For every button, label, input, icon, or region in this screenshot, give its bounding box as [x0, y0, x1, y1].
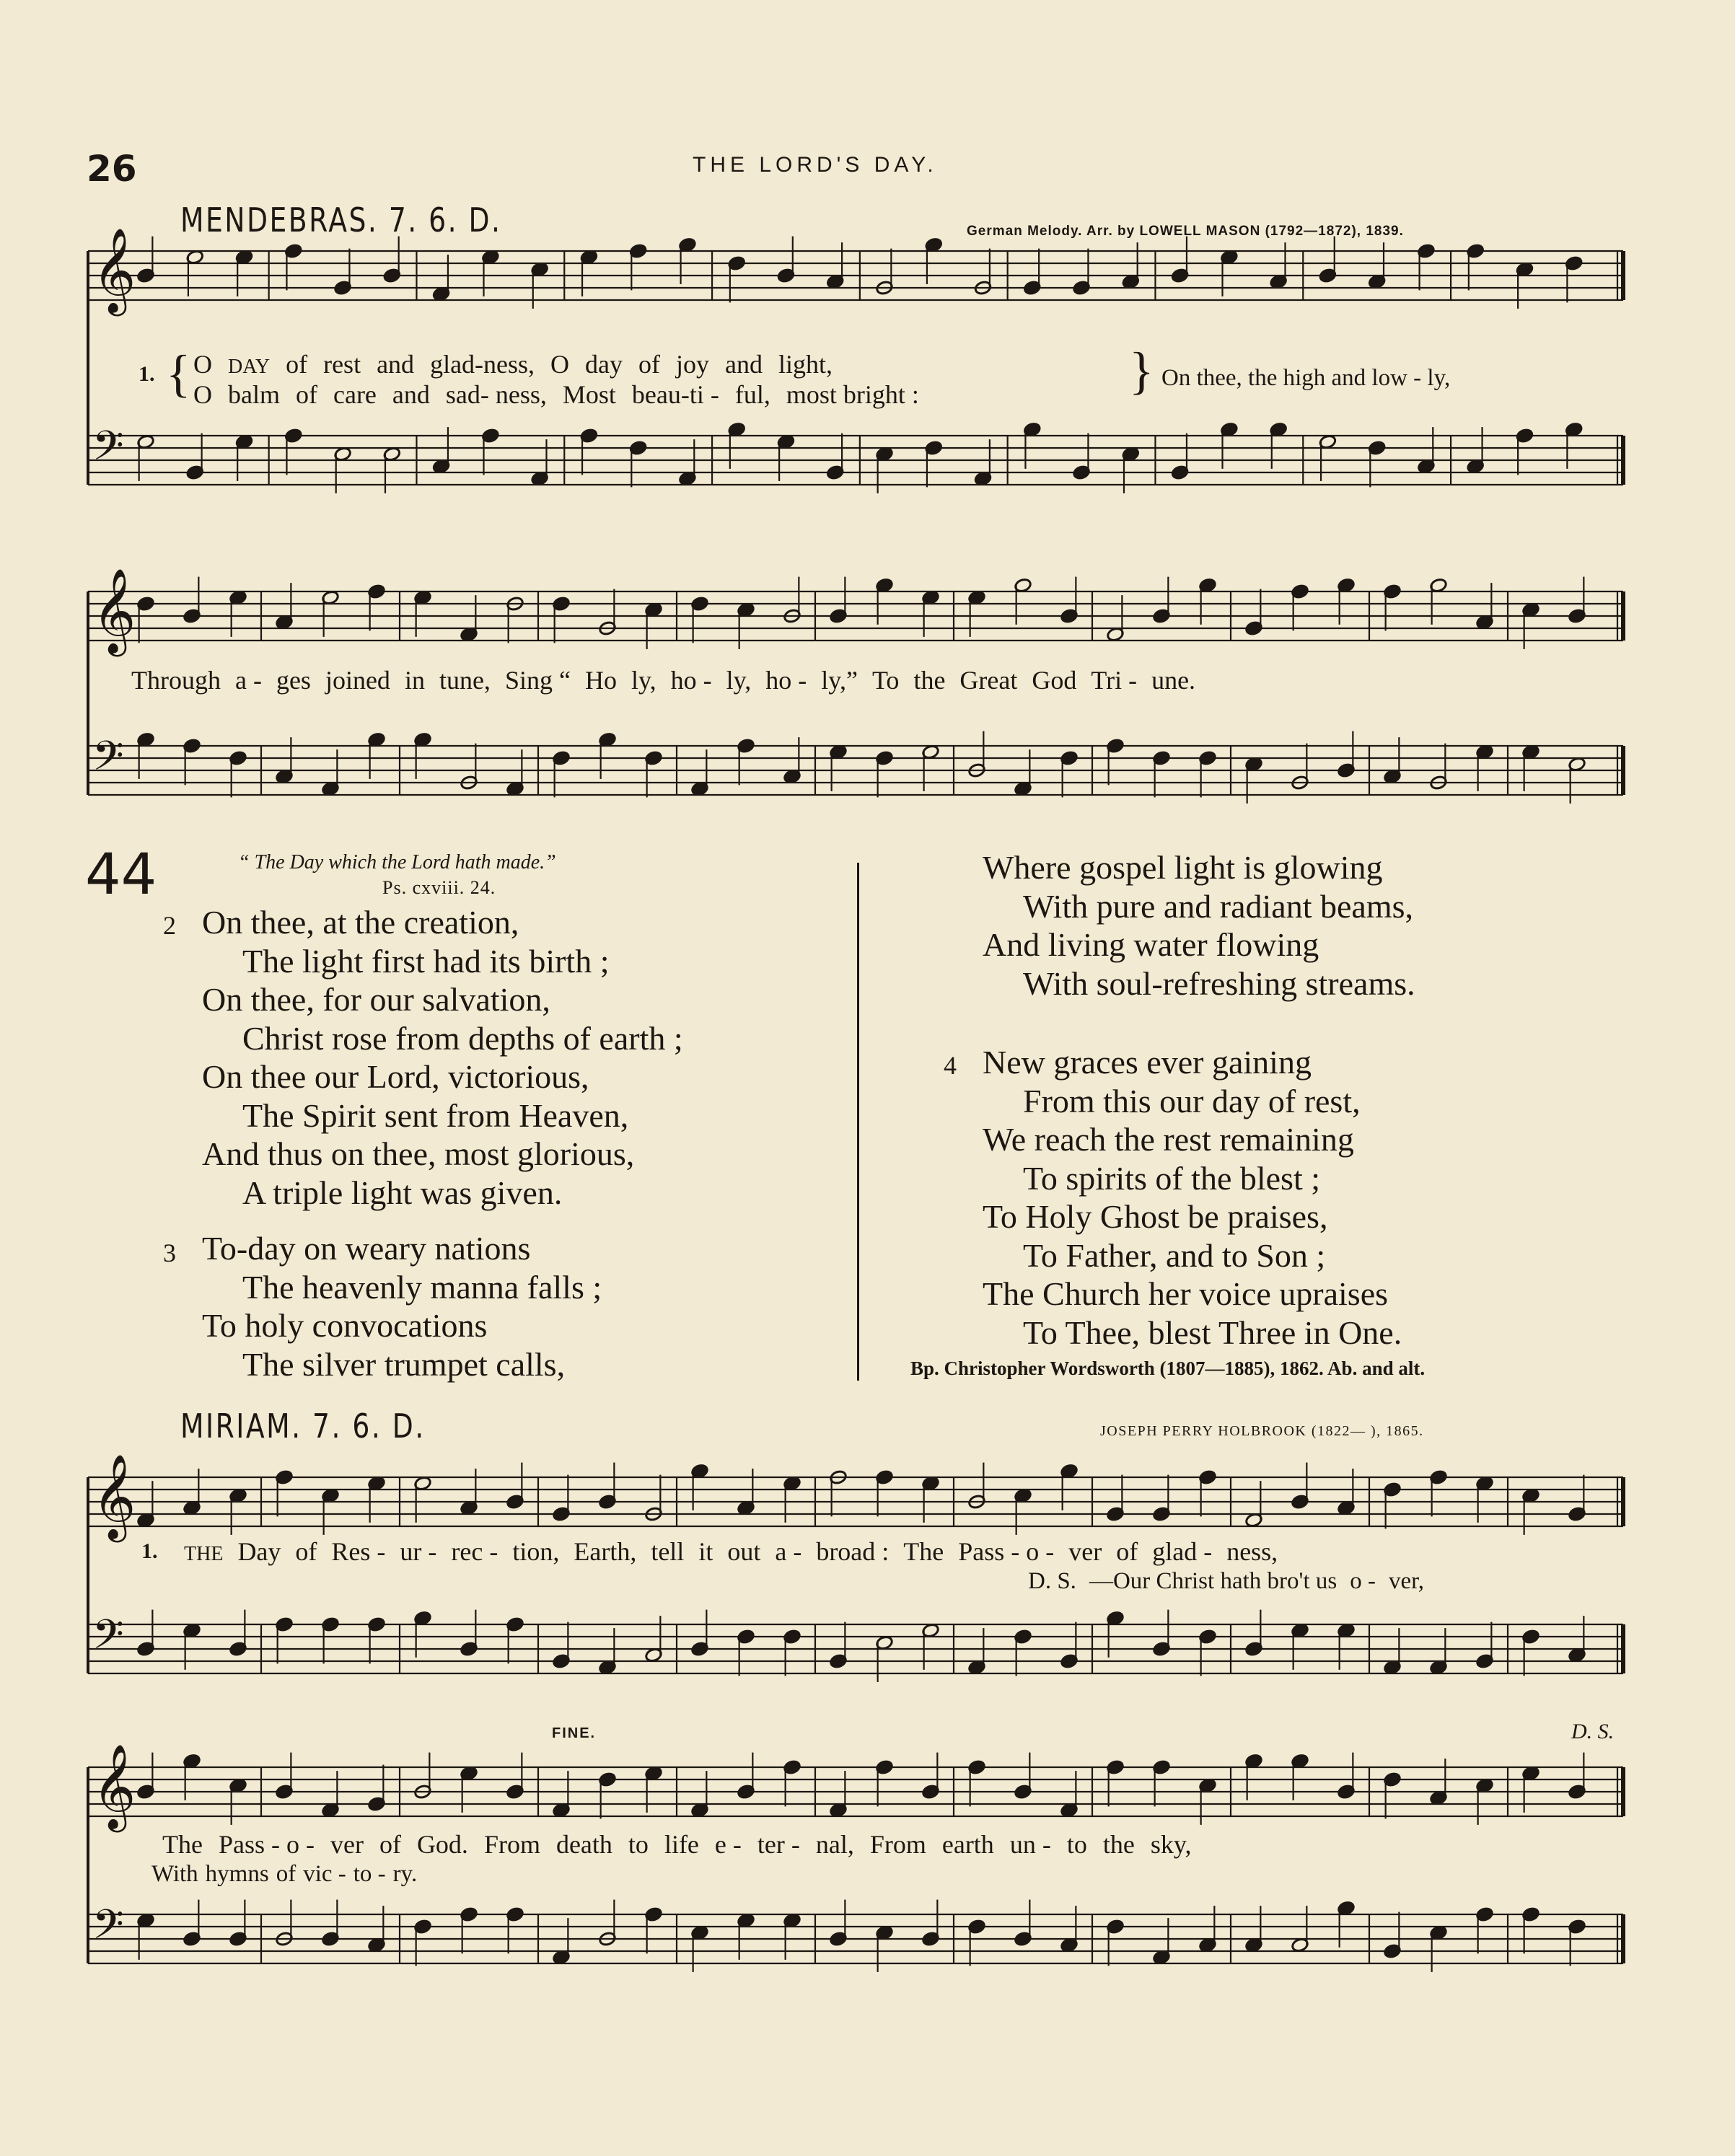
- lyric-syllable: ver,: [1388, 1568, 1425, 1594]
- bass-clef: 𝄢: [92, 1611, 124, 1669]
- lyric-syllable: glad -: [1152, 1537, 1213, 1566]
- lyric-syllable: the: [1102, 1830, 1135, 1859]
- bass-clef: 𝄢: [92, 1901, 124, 1959]
- verse-3-part-1: [202, 1229, 602, 1383]
- lyric-syllable: With: [151, 1861, 198, 1887]
- lyric-syllable: Sing “: [504, 666, 571, 695]
- lyric-syllable: rec -: [451, 1537, 498, 1566]
- hymn-epigraph: “ The Day which the Lord hath made.”: [238, 851, 556, 874]
- lyric-syllable: Great: [959, 666, 1018, 695]
- lyric-syllable: life: [664, 1830, 699, 1859]
- verse-line: And thus on thee, most glorious,: [202, 1135, 635, 1172]
- verse-3-part-2: [983, 848, 1415, 1003]
- lyric-syllable: and: [377, 350, 415, 379]
- lyric-syllable: ter -: [757, 1830, 800, 1859]
- lyric-syllable: ly,: [631, 666, 656, 695]
- lyric-syllable: ly,”: [821, 666, 858, 695]
- lyric-syllable: Earth,: [574, 1537, 637, 1566]
- lyric-syllable: of: [276, 1861, 297, 1887]
- verse-line: We reach the rest remaining: [983, 1121, 1354, 1158]
- lyric-syllable: ho -: [765, 666, 807, 695]
- lyric-syllable: ver: [1068, 1537, 1102, 1566]
- verse-line: Where gospel light is glowing: [983, 849, 1383, 886]
- lyric-syllable: ho -: [670, 666, 712, 695]
- lyric-syllable: in: [404, 666, 425, 695]
- ds-marker: D. S.: [1571, 1720, 1615, 1743]
- lyric-refrain: On thee, the high and low - ly,: [1161, 365, 1451, 391]
- lyric-syllable: —Our Christ hath bro't us: [1089, 1568, 1338, 1594]
- lyric-line-1: [193, 349, 848, 379]
- verse-line: The Church her voice upraises: [983, 1275, 1389, 1312]
- lyric-syllable: care: [333, 380, 377, 409]
- lyric-syllable: joined: [325, 666, 390, 695]
- lyric-syllable: to: [1066, 1830, 1087, 1859]
- lyric-syllable: ry.: [392, 1861, 418, 1887]
- tune-name-miriam: MIRIAM. 7. 6. D.: [180, 1407, 426, 1446]
- fine-marker: FINE.: [552, 1725, 597, 1741]
- verse-line: With soul-refreshing streams.: [1023, 964, 1415, 1002]
- verse-line: To-day on weary nations: [202, 1230, 531, 1267]
- verse-2: [202, 903, 683, 1212]
- lyric-syllable: The: [162, 1830, 203, 1859]
- lyric-syllable: a -: [775, 1537, 802, 1566]
- verse-line: To Thee, blest Three in One.: [1023, 1314, 1402, 1351]
- treble-clef: 𝄞: [92, 227, 136, 314]
- running-head: THE LORD'S DAY.: [693, 153, 938, 177]
- author-credit: Bp. Christopher Wordsworth (1807—1885), 1862. Ab. and alt.: [910, 1358, 1426, 1379]
- verse-line: And living water flowing: [983, 926, 1319, 963]
- lyric-syllable: of: [638, 350, 661, 379]
- bass-clef: 𝄢: [92, 733, 124, 791]
- verse-line: From this our day of rest,: [1023, 1082, 1361, 1119]
- lyric-syllable: rest: [323, 350, 361, 379]
- lyric-syllable: ges: [276, 666, 311, 695]
- scripture-reference: Ps. cxviii. 24.: [382, 877, 496, 898]
- lyric-syllable: it: [698, 1537, 713, 1566]
- verse-line: To Holy Ghost be praises,: [983, 1198, 1328, 1235]
- lyric-syllable: and: [392, 380, 430, 409]
- verse-line: The light first had its birth ;: [242, 942, 610, 980]
- lyric-line-1b: [1028, 1568, 1437, 1595]
- lyric-syllable: To: [871, 666, 900, 695]
- lyric-syllable: of: [295, 1537, 317, 1566]
- lyric-syllable: vic -: [303, 1861, 346, 1887]
- lyric-syllable: tion,: [512, 1537, 560, 1566]
- treble-clef: 𝄞: [92, 1453, 136, 1540]
- lyric-syllable: Through: [131, 666, 221, 695]
- lyric-line-2b: [151, 1861, 424, 1888]
- tune-credit-miriam: JOSEPH PERRY HOLBROOK (1822— ), 1865.: [1100, 1423, 1424, 1439]
- lyric-syllable: beau-ti -: [631, 380, 719, 409]
- hymn-number: 44: [85, 842, 157, 907]
- bass-clef: 𝄢: [92, 423, 124, 480]
- verse-line: To spirits of the blest ;: [1023, 1159, 1321, 1197]
- lyric-syllable: Most: [562, 380, 616, 409]
- verse-line: On thee our Lord, victorious,: [202, 1058, 589, 1095]
- lyric-line-2: [162, 1829, 1207, 1860]
- lyric-syllable: a -: [234, 666, 262, 695]
- lyric-syllable: of: [379, 1830, 401, 1859]
- verse-line: The heavenly manna falls ;: [242, 1268, 602, 1306]
- treble-clef: 𝄞: [92, 1743, 136, 1830]
- lyric-syllable: most bright :: [786, 380, 919, 409]
- lyric-syllable: O: [193, 380, 212, 409]
- verse-marker: 1.: [141, 1539, 158, 1563]
- verse-4: [983, 1043, 1402, 1352]
- verse-line: A triple light was given.: [242, 1174, 563, 1211]
- lyric-syllable: of: [286, 350, 308, 379]
- verse-number: 4: [944, 1051, 957, 1080]
- lyric-syllable: earth: [941, 1830, 994, 1859]
- lyric-syllable: sad- ness,: [445, 380, 547, 409]
- treble-clef: 𝄞: [92, 568, 136, 654]
- lyric-syllable: e -: [714, 1830, 742, 1859]
- verse-line: On thee, for our salvation,: [202, 981, 550, 1018]
- lyric-syllable: hymns: [205, 1861, 269, 1887]
- lyric-syllable: Ho: [584, 666, 617, 695]
- lyric-syllable: broad :: [816, 1537, 890, 1566]
- lyric-syllable: and: [725, 350, 763, 379]
- lyric-syllable: tune,: [439, 666, 491, 695]
- lyric-syllable: O: [550, 350, 570, 379]
- lyric-syllable: Pass - o -: [218, 1830, 315, 1859]
- lyric-syllable: From: [483, 1830, 540, 1859]
- lyric-syllable: day: [585, 350, 623, 379]
- verse-number: 2: [163, 911, 176, 940]
- verse-line: Christ rose from depths of earth ;: [242, 1019, 683, 1057]
- lyric-syllable: tell: [651, 1537, 685, 1566]
- lyric-syllable: of: [295, 380, 317, 409]
- lyric-syllable: glad-ness,: [430, 350, 535, 379]
- lyric-syllable: un -: [1009, 1830, 1051, 1859]
- lyric-syllable: of: [1116, 1537, 1138, 1566]
- lyric-syllable: Res -: [331, 1537, 386, 1566]
- verse-marker: 1.: [139, 362, 155, 386]
- lyric-syllable: ly,: [726, 666, 752, 695]
- lyric-syllable: une.: [1151, 666, 1196, 695]
- lyric-syllable: ver: [330, 1830, 364, 1859]
- verse-line: On thee, at the creation,: [202, 904, 519, 941]
- lyric-syllable: Day: [237, 1537, 281, 1566]
- lyric-syllable: God.: [416, 1830, 468, 1859]
- lyric-syllable: D. S.: [1028, 1568, 1076, 1594]
- lyric-syllable: the: [913, 666, 946, 695]
- lyric-syllable: THE: [184, 1543, 224, 1565]
- verse-line: With pure and radiant beams,: [1023, 887, 1414, 925]
- lyric-syllable: out: [727, 1537, 761, 1566]
- lyric-syllable: o -: [1350, 1568, 1376, 1594]
- lyric-line-2: [193, 379, 935, 410]
- tune-credit-mendebras: German Melody. Arr. by LOWELL MASON (1792—1872), 1839.: [967, 224, 1404, 239]
- page-number: 26: [87, 148, 137, 190]
- lyric-syllable: From: [869, 1830, 926, 1859]
- verse-line: The silver trumpet calls,: [242, 1345, 566, 1383]
- verse-line: The Spirit sent from Heaven,: [242, 1096, 629, 1134]
- brace-left: {: [166, 345, 191, 402]
- lyric-syllable: Tri -: [1091, 666, 1138, 695]
- lyric-line-1: [184, 1536, 1292, 1567]
- lyric-syllable: death: [555, 1830, 612, 1859]
- lyric-syllable: light,: [778, 350, 833, 379]
- lyric-syllable: ness,: [1226, 1537, 1278, 1566]
- lyric-syllable: O: [193, 350, 212, 379]
- verse-line: To holy convocations: [202, 1307, 488, 1344]
- lyric-syllable: DAY: [228, 356, 271, 378]
- verse-line: To Father, and to Son ;: [1023, 1236, 1326, 1274]
- lyric-syllable: sky,: [1150, 1830, 1192, 1859]
- verse-line: New graces ever gaining: [983, 1044, 1312, 1081]
- lyric-syllable: to -: [353, 1861, 386, 1887]
- lyric-syllable: joy: [676, 350, 710, 379]
- lyric-syllable: Pass - o -: [958, 1537, 1055, 1566]
- lyric-syllable: God: [1032, 666, 1077, 695]
- column-divider: [857, 863, 859, 1381]
- lyric-syllable: to: [628, 1830, 649, 1859]
- lyric-syllable: ur -: [400, 1537, 437, 1566]
- tune-name-mendebras: MENDEBRAS. 7. 6. D.: [180, 201, 502, 239]
- lyric-syllable: nal,: [815, 1830, 854, 1859]
- lyric-syllable: balm: [228, 380, 280, 409]
- lyric-syllable: ful,: [734, 380, 770, 409]
- brace-right: }: [1129, 342, 1154, 400]
- verse-number: 3: [163, 1238, 176, 1267]
- lyric-syllable: The: [903, 1537, 944, 1566]
- lyric-line-3: [131, 665, 1210, 695]
